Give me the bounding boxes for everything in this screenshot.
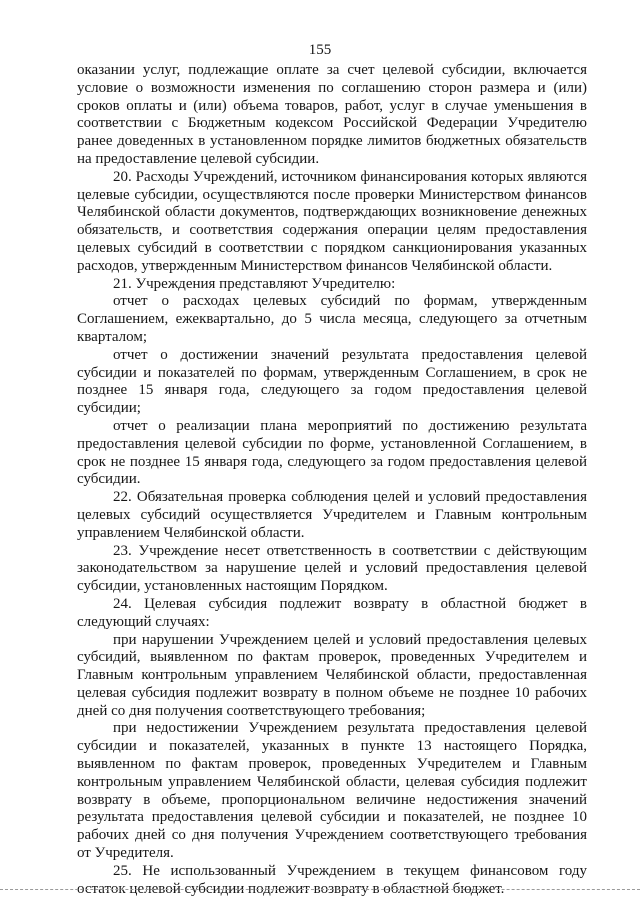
page-bottom-divider [0,889,640,890]
paragraph-22: 22. Обязательная проверка соблюдения целей и условий предоставления целевых субсидий осуществляется Учредителем и Главным контрольным управлением Челябинской области. [77,489,587,541]
paragraph-21-item-3: отчет о реализации плана мероприятий по достижению результата предоставления целевой субсидии по форме, установленной Соглашением, в срок не позднее 15 января года, следующего за годом предоставления целевой субсидии. [77,417,587,488]
document-body [77,62,587,898]
paragraph-24-item-1: при нарушении Учреждением целей и условий предоставления целевых субсидий, выявленном по фактам проверок, проведенных Учредителем и Главным контрольным управлением Челябинской области, предоставленная целевая субсидия подлежит возврату в полном объеме не позднее 10 рабочих дней со дня получения соответствующего требования; [77,631,587,719]
page-number: 155 [308,42,332,58]
paragraph-23: 23. Учреждение несет ответственность в соответствии с действующим законодательством за нарушение целей и условий предоставления целевой субсидии, установленных настоящим Порядком. [77,542,587,595]
paragraph-24-item-2: при недостижении Учреждением результата предоставления целевой субсидии и показателей, указанных в пункте 13 настоящего Порядка, выявленном по фактам проверок, проведенных Учредителем и Главным контрольным управлением Челябинской области, целевая субсидия подлежит возврату в объеме, пропорциональном величине недостижения значений результата предоставления целевой субсидии и показателей, не позднее 10 рабочих дней со дня получения Учреждением соответствующего требования от Учредителя. [77,720,587,862]
paragraph-24: 24. Целевая субсидия подлежит возврату в областной бюджет в следующий случаях: [77,595,587,630]
paragraph-21: 21. Учреждения представляют Учредителю: [113,275,396,292]
paragraph-21-item-2: отчет о достижении значений результата предоставления целевой субсидии и показателей по формам, утвержденным Соглашением, в срок не позднее 15 января года, следующего за годом предоставления целевой субсидии; [77,346,587,417]
paragraph-21-item-1: отчет о расходах целевых субсидий по формам, утвержденным Соглашением, ежеквартально, до 5 числа месяца, следующего за отчетным кварталом; [77,293,587,345]
paragraph-continuation: оказании услуг, подлежащие оплате за счет целевой субсидии, включается условие о возможности изменения по соглашению сторон размера и (или) сроков оплаты и (или) объема товаров, работ, услуг в случае уменьшения в соответствии с Бюджетным кодексом Российской Федерации Учредителю ранее доведенных в установленном порядке лимитов бюджетных обязательств на предоставление целевой субсидии. [77,62,587,167]
paragraph-20: 20. Расходы Учреждений, источником финансирования которых являются целевые субсидии, осуществляются после проверки Министерством финансов Челябинской области документов, подтверждающих возникновение денежных обязательств, и соответствия содержания операции целям предоставления целевых субсидий в соответствии с порядком санкционирования указанных расходов, утвержденным Министерством финансов Челябинской области. [77,168,587,274]
paragraph-25: 25. Не использованный Учреждением в текущем финансовом году остаток целевой субсидии подлежит возврату в областной бюджет. [77,862,587,897]
